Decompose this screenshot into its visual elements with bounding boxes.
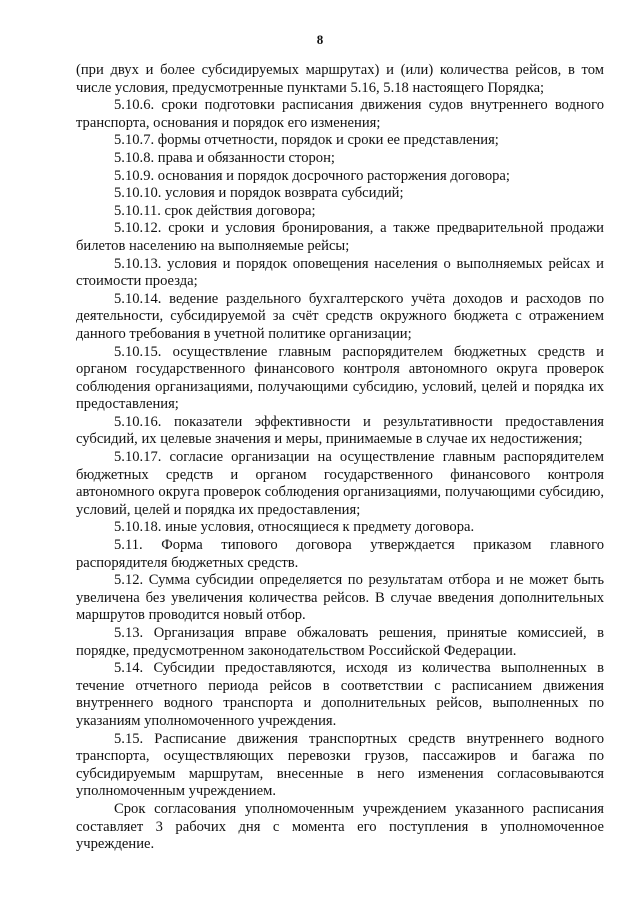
paragraph-5-10-12: 5.10.12. сроки и условия бронирования, а также предварительной продажи билетов населению на выполняемые рейсы; [76,220,604,254]
paragraph-5-10-18: 5.10.18. иные условия, относящиеся к предмету договора. [114,519,475,536]
paragraph-5-14: 5.14. Субсидии предоставляются, исходя из количества выполненных в течение отчетного периода рейсов в соответствии с расписанием движения внутреннего водного транспорта и дополнительных рейсов, выполненных по указаниям уполномоченного учреждения. [76,660,604,729]
paragraph-5-13: 5.13. Организация вправе обжаловать решения, принятые комиссией, в порядке, предусмотренном законодательством Российской Федерации. [76,625,604,659]
paragraph-continuation: (при двух и более субсидируемых маршрутах) и (или) количества рейсов, в том числе условия, предусмотренные пунктами 5.16, 5.18 настоящего Порядка; [76,62,604,96]
paragraph-5-10-14: 5.10.14. ведение раздельного бухгалтерского учёта доходов и расходов по деятельности, субсидируемой за счёт средств окружного бюджета с отражением данного требования в учетной политике организации; [76,290,604,342]
paragraph-5-15: 5.15. Расписание движения транспортных средств внутреннего водного транспорта, осуществляющих перевозки грузов, пассажиров и багажа по субсидируемым маршрутам, внесенные в него изменения согласовываются уполномоченным учреждением. [76,730,604,800]
page-number: 8 [316,32,324,47]
paragraph-5-10-7: 5.10.7. формы отчетности, порядок и сроки ее представления; [114,132,499,149]
paragraph-5-10-15: 5.10.15. осуществление главным распорядителем бюджетных средств и органом государственного финансового контроля автономного округа проверок соблюдения организациями, получающими субсидию, условий, целей и порядка их предоставления; [76,343,604,413]
paragraph-5-10-17: 5.10.17. согласие организации на осуществление главным распорядителем бюджетных средств и органом государственного финансового контроля автономного округа проверок соблюдения организациями, получающими субсидию, условий, целей и порядка их предоставления; [76,449,604,518]
paragraph-5-10-11: 5.10.11. срок действия договора; [114,202,316,219]
paragraph-5-10-16: 5.10.16. показатели эффективности и результативности предоставления субсидий, их целевые значения и меры, принимаемые в случае их недостижения; [76,413,604,448]
paragraph-5-10-10: 5.10.10. условия и порядок возврата субсидий; [114,185,404,202]
paragraph-5-10-9: 5.10.9. основания и порядок досрочного расторжения договора; [114,167,510,184]
paragraph-approval-term: Срок согласования уполномоченным учреждением указанного расписания составляет 3 рабочих дня с момента его поступления в уполномоченное учреждение. [76,800,604,853]
document-body [76,62,604,854]
paragraph-5-10-8: 5.10.8. права и обязанности сторон; [114,149,335,166]
paragraph-5-11: 5.11. Форма типового договора утверждается приказом главного распорядителя бюджетных средств. [76,537,604,571]
paragraph-5-10-13: 5.10.13. условия и порядок оповещения населения о выполняемых рейсах и стоимости проезда; [76,255,604,290]
paragraph-5-10-6: 5.10.6. сроки подготовки расписания движения судов внутреннего водного транспорта, основания и порядок его изменения; [76,97,604,131]
paragraph-5-12: 5.12. Сумма субсидии определяется по результатам отбора и не может быть увеличена без увеличения количества рейсов. В случае введения дополнительных маршрутов проводится новый отбор. [76,572,604,624]
